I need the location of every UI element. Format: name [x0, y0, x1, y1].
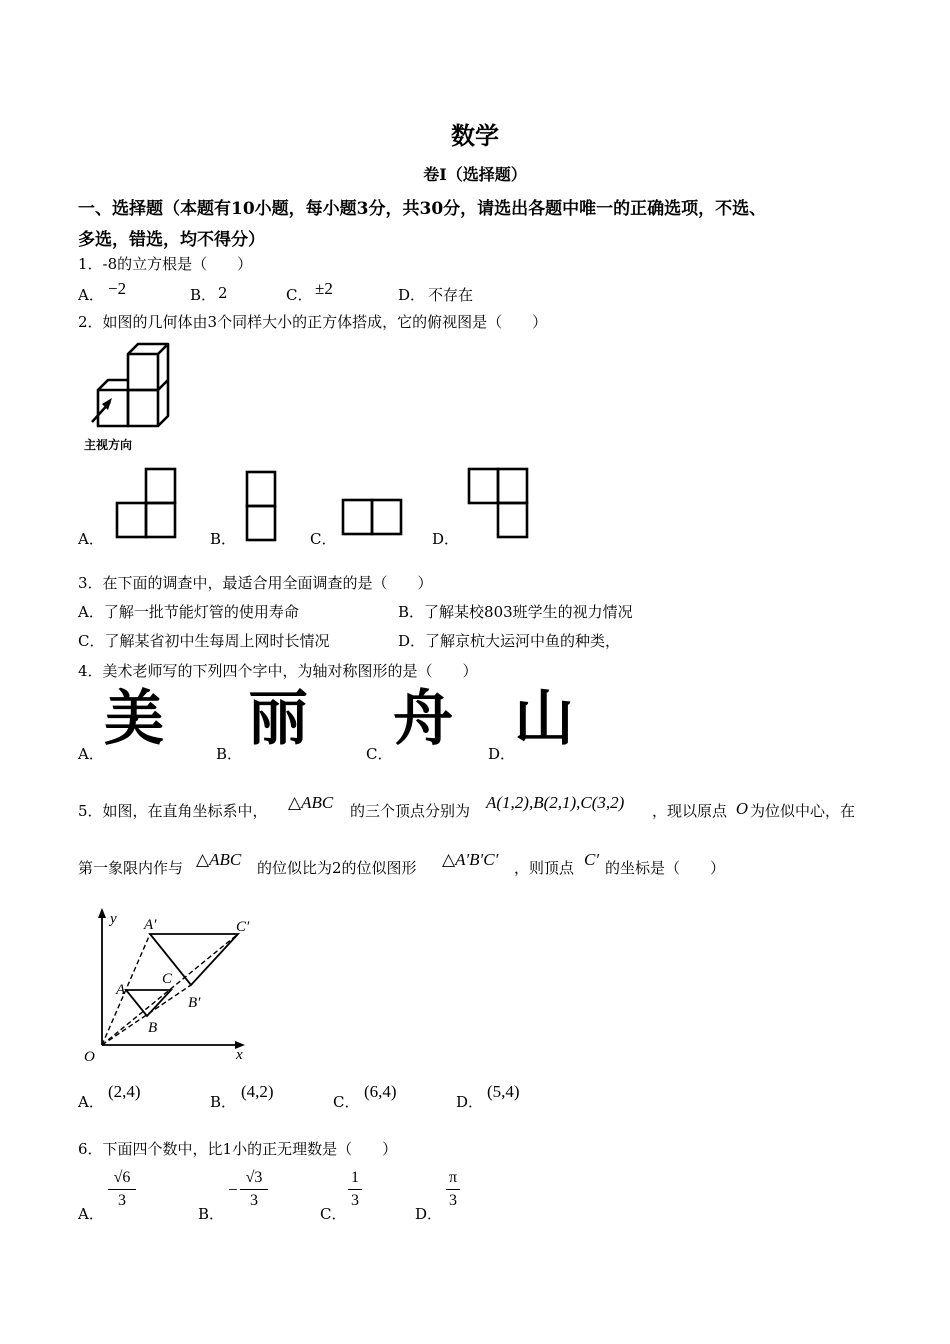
- q1-option-a-label: A．: [78, 286, 104, 304]
- q5-option-c-label: C．: [333, 1093, 360, 1111]
- q6-option-d-numerator: π: [448, 1169, 458, 1186]
- q2-option-c-figure: [341, 498, 403, 538]
- q4-stem: 4．美术老师写的下列四个字中，为轴对称图形的是（ ）: [78, 662, 478, 680]
- q5-label-c: C: [162, 971, 173, 987]
- q6-option-d-denominator: 3: [449, 1192, 457, 1209]
- q5-label-b: B: [148, 1020, 158, 1036]
- q5-vertex-c-prime: C′: [584, 850, 600, 869]
- q5-option-b-label: B．: [210, 1093, 237, 1111]
- q5-option-d: (5,4): [487, 1082, 520, 1101]
- q4-option-c-character: 舟: [393, 684, 453, 754]
- q2-figure-caption: 主视方向: [84, 438, 133, 452]
- q6-option-d-fraction: [446, 1168, 460, 1211]
- q2-option-c-label: C．: [310, 530, 337, 548]
- q1-option-c-label: C．: [286, 286, 313, 304]
- paper-subtitle: 卷I（选择题）: [423, 165, 527, 184]
- q6-option-c-denominator: 3: [351, 1192, 359, 1209]
- q6-option-a-fraction: [108, 1168, 136, 1211]
- q1-option-d-label: D．: [398, 286, 426, 304]
- q5-option-d-label: D．: [456, 1093, 484, 1111]
- q1-option-b: 2: [218, 284, 228, 302]
- q6-stem: 6．下面四个数中，比1小的正无理数是（ ）: [78, 1140, 398, 1158]
- q2-option-d-figure: [467, 467, 529, 539]
- q2-solid-figure: [84, 340, 184, 440]
- q2-option-d-label: D．: [432, 530, 460, 548]
- q1-stem: 1．-8的立方根是（ ）: [78, 255, 253, 273]
- q6-option-a-label: A．: [78, 1205, 104, 1223]
- q5-label-o: O: [84, 1049, 95, 1065]
- q1-option-c: ±2: [315, 279, 333, 298]
- q6-option-c-numerator: 1: [351, 1169, 359, 1186]
- q6-option-c-fraction: [348, 1168, 362, 1211]
- q3-stem: 3．在下面的调查中，最适合用全面调查的是（ ）: [78, 574, 433, 592]
- q5-label-y: y: [110, 911, 117, 927]
- q4-option-b-label: B．: [216, 745, 243, 763]
- q5-triangle-abc: △ABC: [288, 793, 334, 812]
- q6-option-a-denominator: 3: [118, 1192, 126, 1209]
- q3-option-a: A．了解一批节能灯管的使用寿命: [78, 603, 299, 621]
- q4-option-b-character: 丽: [248, 684, 308, 754]
- page-title: 数学: [451, 121, 499, 150]
- q6-option-d-label: D．: [415, 1205, 443, 1223]
- q2-option-b-figure: [245, 470, 277, 542]
- q5-label-a-prime: A′: [144, 917, 157, 933]
- q6-option-b-sign: −: [228, 1180, 238, 1199]
- q5-origin-o: O: [736, 800, 749, 818]
- q5-stem-part8: 的坐标是（ ）: [605, 859, 726, 877]
- q2-option-b-label: B．: [210, 530, 237, 548]
- q5-stem-part4: 为位似中心，在: [750, 802, 856, 820]
- q5-stem-part2: 的三个顶点分别为: [350, 802, 471, 820]
- q2-option-a-label: A．: [78, 530, 104, 548]
- q4-option-d-label: D．: [488, 745, 516, 763]
- q4-option-d-character: 山: [514, 684, 574, 754]
- q5-option-c: (6,4): [364, 1082, 397, 1101]
- q1-option-b-label: B．: [190, 286, 217, 304]
- q5-label-x: x: [236, 1047, 243, 1063]
- q5-stem-part1: 5．如图，在直角坐标系中，: [78, 802, 268, 820]
- q6-option-c-label: C．: [320, 1205, 347, 1223]
- q6-option-b-fraction: [240, 1168, 268, 1211]
- q3-option-c: C．了解某省初中生每周上网时长情况: [78, 632, 330, 650]
- q5-option-b: (4,2): [241, 1082, 274, 1101]
- q2-option-a-figure: [115, 467, 177, 539]
- q3-option-d: D．了解京杭大运河中鱼的种类，: [398, 632, 621, 650]
- q5-stem-part3: ，现以原点: [652, 802, 728, 820]
- q4-option-a-label: A．: [78, 745, 104, 763]
- q5-stem-part5: 第一象限内作与: [78, 859, 184, 877]
- q4-option-c-label: C．: [366, 745, 393, 763]
- section-heading-line2: 多选，错选，均不得分）: [78, 230, 265, 250]
- q5-label-b-prime: B′: [188, 995, 201, 1011]
- q5-label-a: A: [116, 982, 126, 998]
- q5-option-a-label: A．: [78, 1093, 104, 1111]
- q3-option-b: B．了解某校803班学生的视力情况: [398, 603, 633, 621]
- q2-stem: 2．如图的几何体由3个同样大小的正方体搭成，它的俯视图是（ ）: [78, 313, 548, 331]
- q5-triangle-abc-2: △ABC: [196, 850, 242, 869]
- q5-vertex-coordinates: A(1,2),B(2,1),C(3,2): [486, 793, 625, 812]
- q5-label-c-prime: C′: [236, 919, 250, 935]
- q6-option-a-numerator: √6: [113, 1169, 131, 1186]
- q5-option-a: (2,4): [108, 1082, 141, 1101]
- q5-triangle-image: △A′B′C′: [442, 850, 499, 869]
- q5-stem-part7: ，则顶点: [514, 859, 575, 877]
- q4-option-a-character: 美: [104, 684, 164, 754]
- q5-coordinate-figure: [80, 905, 270, 1065]
- q6-option-b-numerator: √3: [245, 1169, 263, 1186]
- q6-option-b-denominator: 3: [250, 1192, 258, 1209]
- q1-option-a: −2: [108, 279, 127, 298]
- q6-option-b-label: B．: [198, 1205, 225, 1223]
- q5-stem-part6: 的位似比为2的位似图形: [257, 859, 417, 877]
- section-heading-line1: 一、选择题（本题有10小题，每小题3分，共30分，请选出各题中唯一的正确选项，不选、: [78, 199, 767, 219]
- q1-option-d: 不存在: [428, 286, 474, 304]
